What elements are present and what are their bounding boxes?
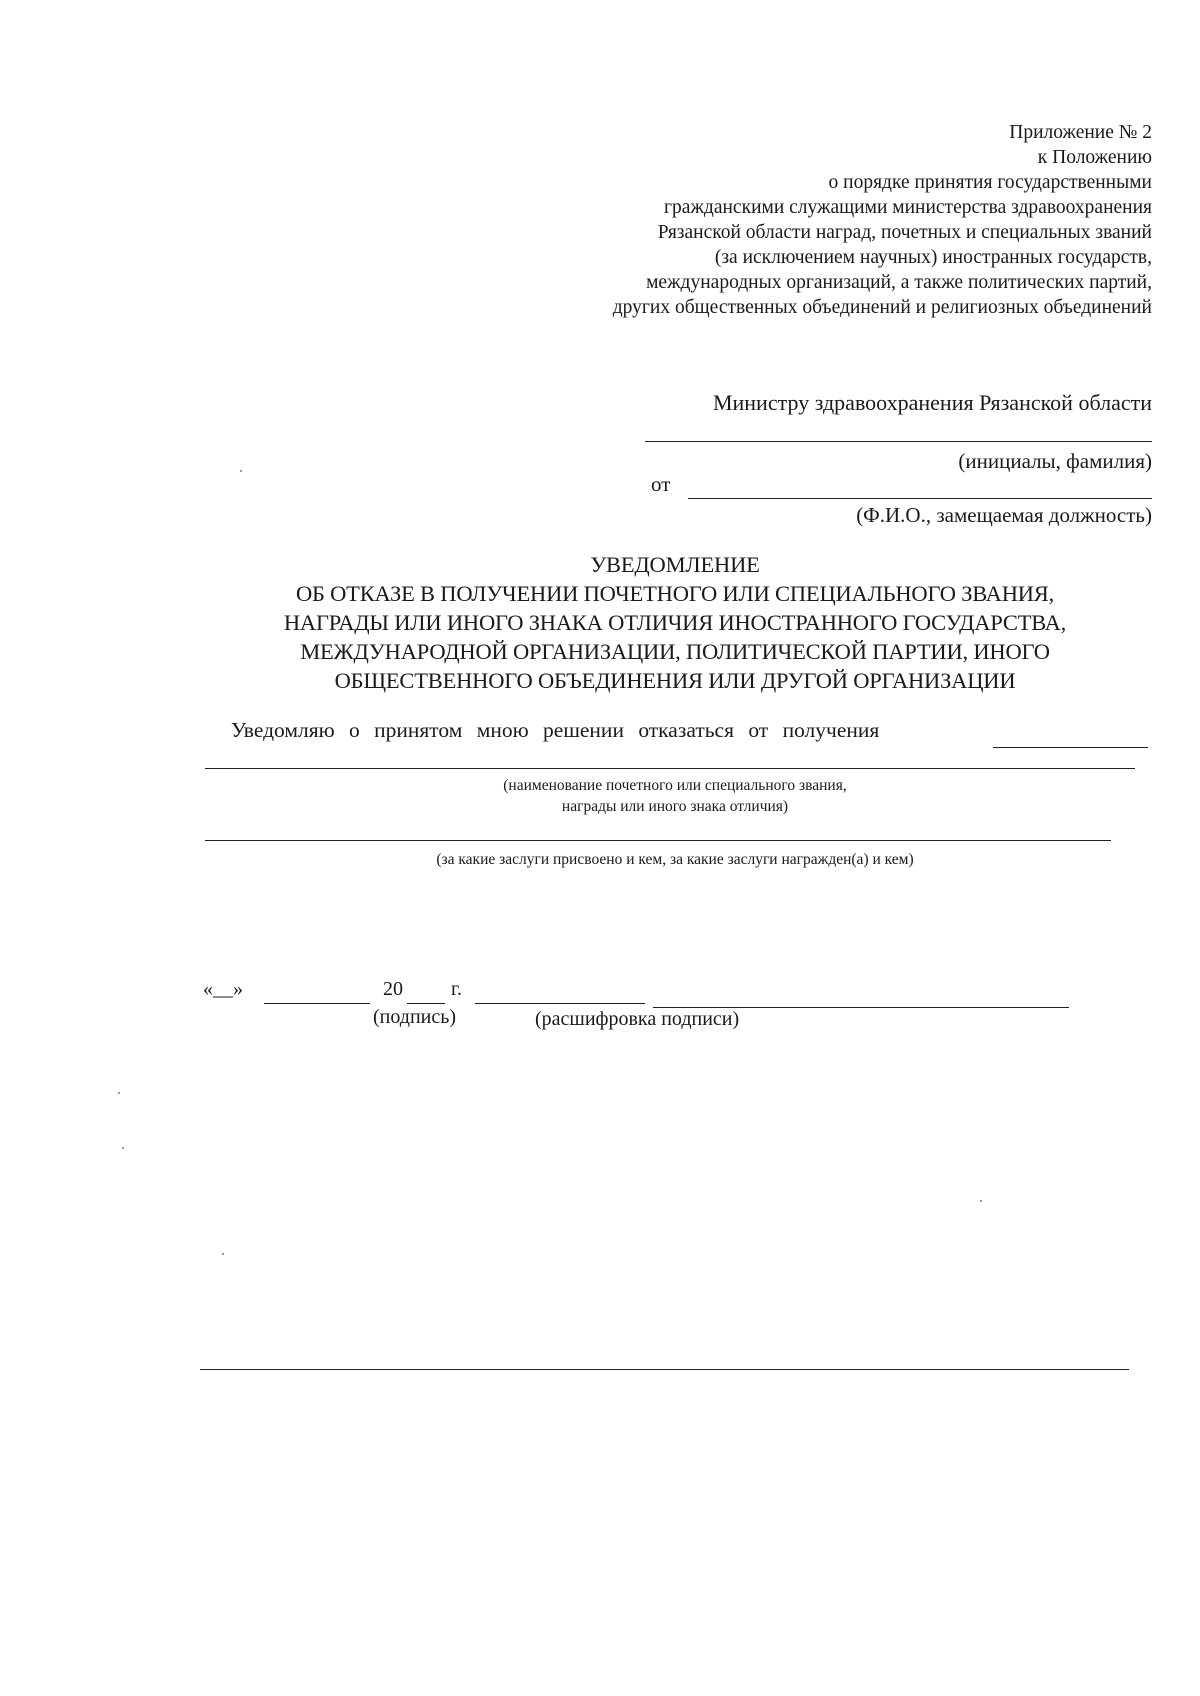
- decoding-caption: (расшифровка подписи): [535, 1008, 740, 1030]
- header-line: других общественных объединений и религиозных объединений: [612, 297, 1152, 318]
- merits-field[interactable]: [205, 840, 1111, 841]
- title-line: МЕЖДУНАРОДНОЙ ОРГАНИЗАЦИИ, ПОЛИТИЧЕСКОЙ ПАРТИИ, ИНОГО: [300, 639, 1050, 664]
- title-line: ОБ ОТКАЗЕ В ПОЛУЧЕНИИ ПОЧЕТНОГО ИЛИ СПЕЦИАЛЬНОГО ЗВАНИЯ,: [295, 581, 1055, 606]
- signature-caption: (подпись): [373, 1006, 457, 1028]
- addressee-caption: (инициалы, фамилия): [958, 449, 1152, 473]
- date-year-field[interactable]: [407, 1003, 445, 1004]
- addressee-name-field[interactable]: [645, 441, 1152, 442]
- header-line: (за исключением научных) иностранных государств,: [714, 247, 1152, 268]
- title-line: УВЕДОМЛЕНИЕ: [590, 552, 760, 577]
- bottom-rule: [200, 1369, 1129, 1370]
- title-line: НАГРАДЫ ИЛИ ИНОГО ЗНАКА ОТЛИЧИЯ ИНОСТРАННОГО ГОСУДАРСТВА,: [283, 610, 1067, 635]
- statement-text: Уведомляю о принятом мною решении отказаться от получения: [231, 718, 880, 742]
- header-line: международных организаций, а также политических партий,: [646, 272, 1152, 293]
- from-label: от: [651, 472, 671, 496]
- from-caption: (Ф.И.О., замещаемая должность): [856, 503, 1152, 527]
- header-line: Приложение № 2: [1009, 122, 1152, 143]
- scan-speck: [122, 1147, 124, 1149]
- award-name-field-start[interactable]: [993, 747, 1148, 748]
- date-year-suffix: г.: [451, 978, 462, 1000]
- header-line: о порядке принятия государственными: [828, 172, 1152, 193]
- title-line: ОБЩЕСТВЕННОГО ОБЪЕДИНЕНИЯ ИЛИ ДРУГОЙ ОРГАНИЗАЦИИ: [334, 668, 1016, 693]
- signature-field[interactable]: [475, 1003, 645, 1004]
- scan-speck: [980, 1200, 982, 1202]
- scan-speck: [222, 1253, 224, 1255]
- from-name-field[interactable]: [688, 498, 1152, 499]
- award-caption-line-2: награды или иного знака отличия): [561, 798, 789, 815]
- award-name-field[interactable]: [205, 768, 1135, 769]
- header-line: Рязанской области наград, почетных и специальных званий: [657, 222, 1152, 243]
- header-line: к Положению: [1037, 147, 1152, 168]
- scan-speck: [118, 1092, 120, 1094]
- merits-caption: (за какие заслуги присвоено и кем, за какие заслуги награжден(а) и кем): [436, 851, 914, 868]
- date-month-field[interactable]: [264, 1003, 370, 1004]
- scan-speck: [240, 470, 242, 472]
- date-year-prefix: 20: [383, 978, 403, 1000]
- header-line: гражданскими служащими министерства здравоохранения: [664, 197, 1152, 218]
- award-caption-line-1: (наименование почетного или специального звания,: [503, 777, 847, 794]
- date-day[interactable]: «__»: [203, 978, 243, 1000]
- addressee-to: Министру здравоохранения Рязанской области: [712, 390, 1152, 415]
